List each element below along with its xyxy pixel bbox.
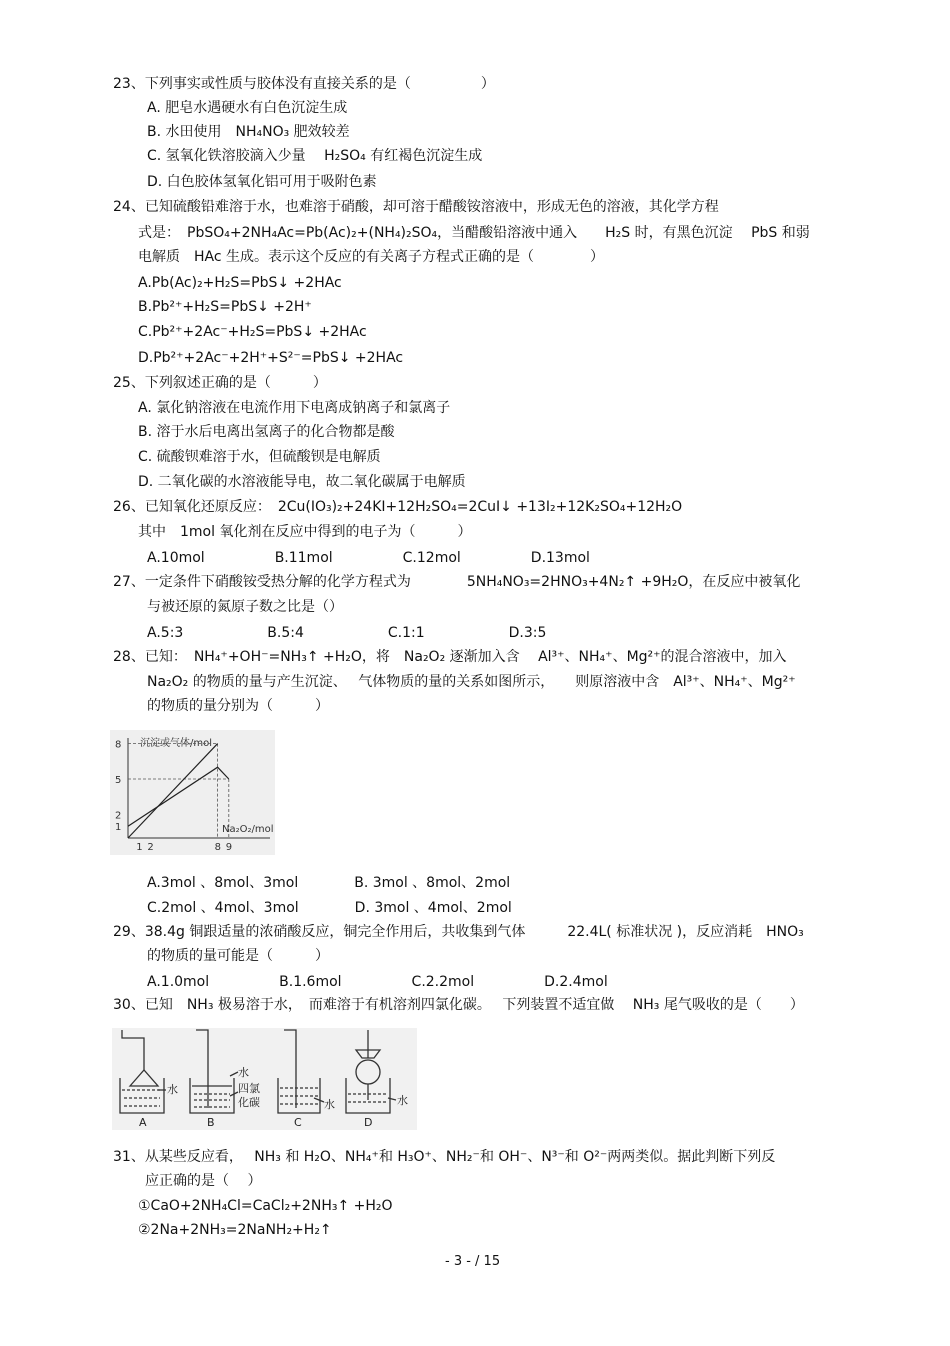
label-d: D (364, 1116, 373, 1129)
text-line: A.5:3 B.5:4 C.1:1 D.3:5 (147, 625, 547, 641)
text-line: 的物质的量分别为（ ） (147, 698, 329, 714)
text-line: D.Pb²⁺+2Ac⁻+2H⁺+S²⁻=PbS↓ +2HAc (138, 350, 404, 366)
text-line: 30、已知 NH₃ 极易溶于水， 而难溶于有机溶剂四氯化碳。 下列装置不适宜做 NH₃ 尾气吸收的是（ ） (113, 997, 804, 1013)
x-tick-label: 1 (136, 842, 143, 853)
text-line: C.2mol 、4mol、3mol D. 3mol 、4mol、2mol (147, 900, 512, 916)
text-line: C.Pb²⁺+2Ac⁻+H₂S=PbS↓ +2HAc (138, 324, 367, 340)
y-tick-label: 1 (115, 822, 122, 834)
text-line: 26、已知氧化还原反应： 2Cu(IO₃)₂+24KI+12H₂SO₄=2CuI↓ +13I₂+12K₂SO₄+12H₂O (113, 499, 683, 515)
x-tick-label: 2 (147, 842, 154, 853)
text-line: 应正确的是（ ） (145, 1173, 262, 1189)
page-footer: - 3 - / 15 (445, 1254, 501, 1269)
text-line: 29、38.4g 铜跟适量的浓硝酸反应，铜完全作用后，共收集到气体 22.4L( 标准状况 )，反应消耗 HNO₃ (113, 924, 804, 940)
label-water-b: 水 (238, 1066, 249, 1079)
text-line: 31、从某些反应看， NH₃ 和 H₂O、NH₄⁺和 H₃O⁺、NH₂⁻和 OH⁻、N³⁻和 O²⁻两两类似。据此判断下列反 (113, 1149, 776, 1165)
text-line: 23、下列事实或性质与胶体没有直接关系的是（ ） (113, 76, 495, 92)
label-water-d: 水 (397, 1094, 408, 1107)
label-water-a: 水 (167, 1083, 178, 1096)
text-line: C. 氢氧化铁溶胶滴入少量 H₂SO₄ 有红褐色沉淀生成 (147, 148, 483, 164)
y-tick-label: 5 (115, 775, 122, 786)
text-line: A. 氯化钠溶液在电流作用下电离成钠离子和氯离子 (138, 400, 451, 416)
x-axis-label: Na₂O₂/mol (222, 824, 274, 835)
text-line: C. 硫酸钡难溶于水，但硫酸钡是电解质 (138, 449, 381, 465)
text-line: 与被还原的氮原子数之比是（） (147, 599, 343, 615)
y-axis-label: 沉淀或气体/mol (140, 738, 213, 749)
label-ccl4-1: 四氯 (238, 1082, 260, 1095)
text-line: 28、已知： NH₄⁺+OH⁻=NH₃↑ +H₂O，将 Na₂O₂ 逐渐加入含 Al³⁺、NH₄⁺、Mg²⁺的混合溶液中，加入 (113, 649, 787, 665)
apparatus-bg (112, 1028, 417, 1130)
text-line: B.Pb²⁺+H₂S=PbS↓ +2H⁺ (138, 299, 312, 315)
text-line: A. 肥皂水遇硬水有白色沉淀生成 (147, 100, 348, 116)
text-line: 式是： PbSO₄+2NH₄Ac=Pb(Ac)₂+(NH₄)₂SO₄，当醋酸铅溶液中通入 H₂S 时，有黑色沉淀 PbS 和弱 (138, 225, 810, 241)
text-line: 其中 1mol 氧化剂在反应中得到的电子为（ ） (138, 524, 472, 540)
text-line: B. 水田使用 NH₄NO₃ 肥效较差 (147, 124, 350, 140)
label-water-c: 水 (324, 1098, 335, 1111)
label-a: A (139, 1116, 147, 1129)
text-line: ②2Na+2NH₃=2NaNH₂+H₂↑ (138, 1222, 332, 1238)
y-tick-label: 8 (115, 739, 122, 751)
label-b: B (207, 1116, 215, 1129)
text-line: ①CaO+2NH₄Cl=CaCl₂+2NH₃↑ +H₂O (138, 1198, 393, 1214)
text-line: D. 白色胶体氢氧化铝可用于吸附色素 (147, 174, 377, 190)
text-line: 的物质的量可能是（ ） (147, 948, 329, 964)
text-line: 27、一定条件下硝酸铵受热分解的化学方程式为 5NH₄NO₃=2HNO₃+4N₂↑ +9H₂O，在反应中被氧化 (113, 574, 801, 590)
label-ccl4-2: 化碳 (238, 1096, 260, 1109)
text-line: A.3mol 、8mol、3mol B. 3mol 、8mol、2mol (147, 875, 511, 891)
text-line: B. 溶于水后电离出氢离子的化合物都是酸 (138, 424, 395, 440)
text-line: Na₂O₂ 的物质的量与产生沉淀、 气体物质的量的关系如图所示， 则原溶液中含 Al³⁺、NH₄⁺、Mg²⁺ (147, 674, 796, 690)
x-tick-label: 8 (214, 842, 221, 853)
x-tick-label: 9 (225, 842, 233, 853)
text-line: 电解质 HAc 生成。表示这个反应的有关离子方程式正确的是（ ） (138, 249, 605, 265)
q28-graph (110, 730, 275, 855)
q30-apparatus (112, 1028, 417, 1130)
text-line: A.Pb(Ac)₂+H₂S=PbS↓ +2HAc (138, 275, 342, 291)
label-c: C (294, 1116, 302, 1129)
y-tick-label: 2 (115, 810, 122, 822)
text-line: A.10mol B.11mol C.12mol D.13mol (147, 550, 590, 566)
text-line: A.1.0mol B.1.6mol C.2.2mol D.2.4mol (147, 974, 608, 990)
text-line: 24、已知硫酸铅难溶于水，也难溶于硝酸，却可溶于醋酸铵溶液中，形成无色的溶液，其化学方程 (113, 199, 719, 215)
text-line: D. 二氧化碳的水溶液能导电，故二氧化碳属于电解质 (138, 474, 466, 490)
text-line: 25、下列叙述正确的是（ ） (113, 375, 327, 391)
